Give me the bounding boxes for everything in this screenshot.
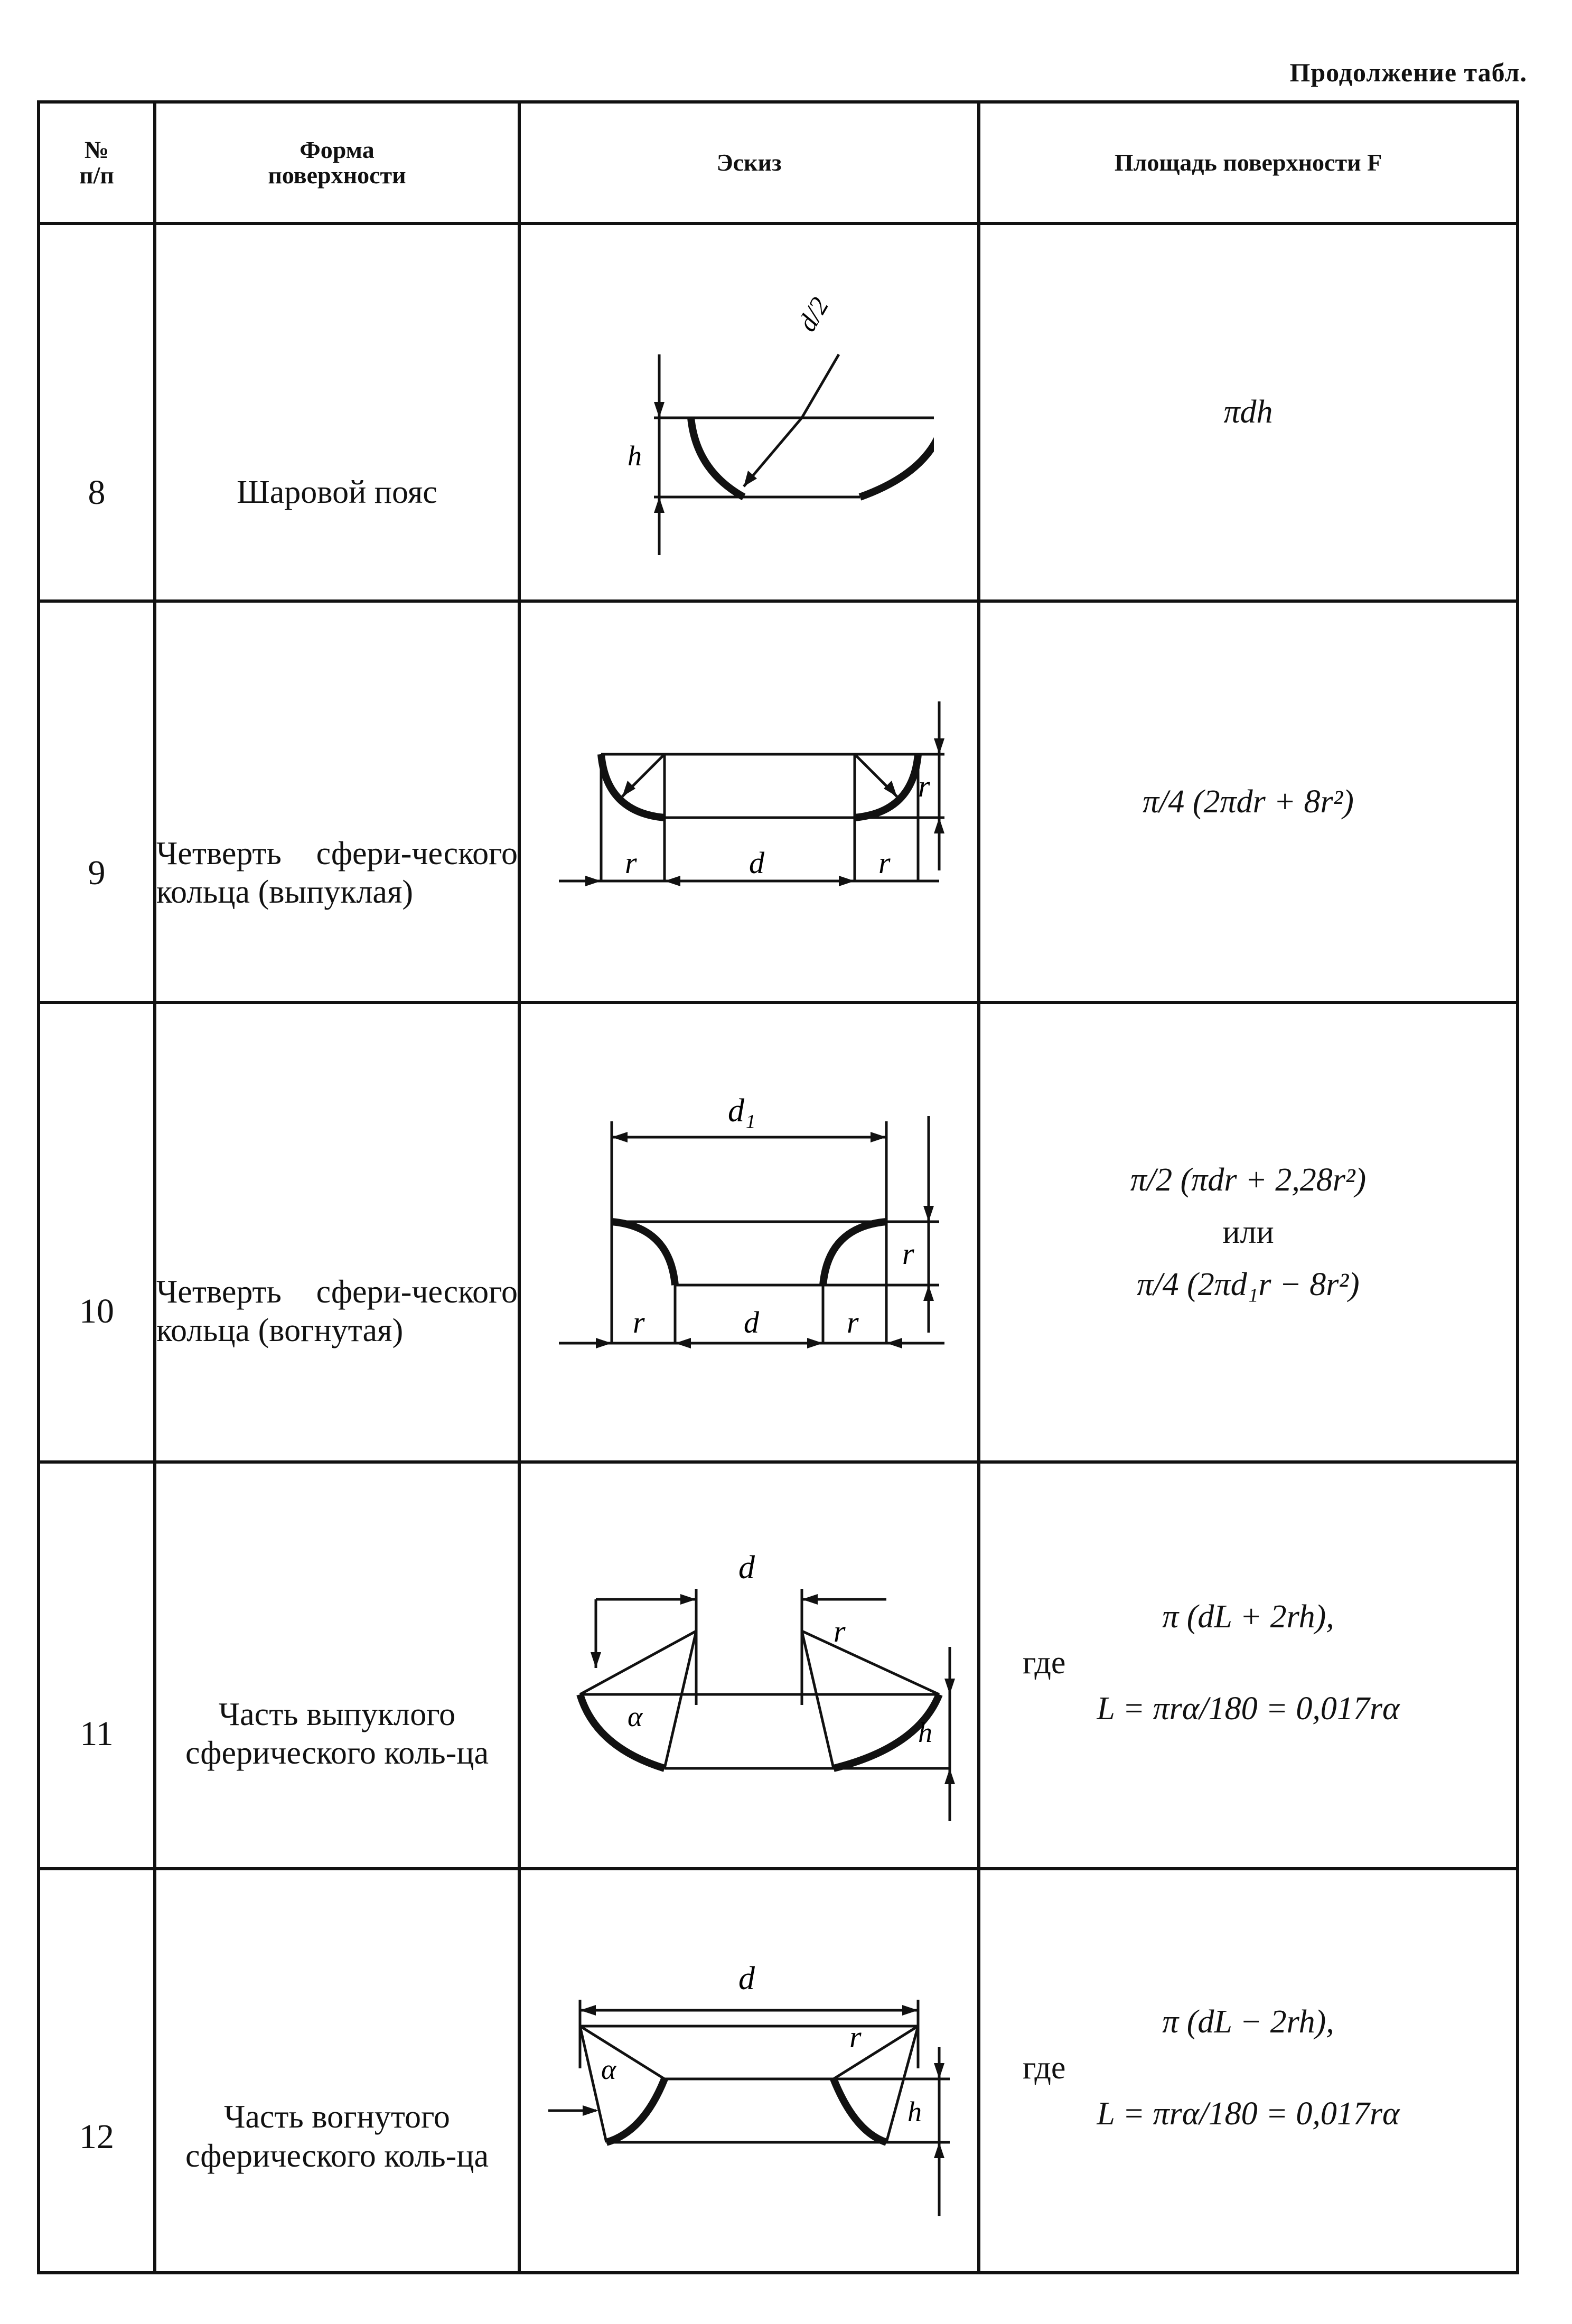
spherical-zone-diagram bbox=[564, 249, 934, 576]
area-formula-2: π/4 (2πd₁r − 8r²) bbox=[1137, 1266, 1360, 1302]
or-label: или bbox=[1222, 1214, 1274, 1250]
sketch-concave-ring-part bbox=[519, 1869, 979, 2273]
sketch-label-r: r bbox=[849, 2019, 862, 2054]
sketch-label-r: r bbox=[834, 1614, 846, 1648]
area-formula: π (dL − 2rh), bbox=[1162, 2004, 1334, 2040]
sketch-quarter-ring-convex bbox=[519, 601, 979, 1002]
surface-form: Шаровой пояс bbox=[155, 223, 519, 601]
arc-length-formula: L = πrα/180 = 0,017rα bbox=[1097, 2096, 1400, 2132]
sketch-label-d: d bbox=[744, 1305, 759, 1339]
area-formula: π/4 (2πdr + 8r²) bbox=[1143, 783, 1354, 820]
surface-area-table bbox=[37, 100, 1519, 2274]
table-row bbox=[39, 1869, 1518, 2273]
sketch-label-h: h bbox=[628, 439, 642, 472]
area-formula-cell bbox=[979, 601, 1518, 1002]
quarter-ring-concave-diagram bbox=[538, 1047, 960, 1417]
sketch-label-d: d bbox=[749, 846, 764, 880]
continuation-label: Продолжение табл. bbox=[1289, 58, 1527, 87]
sketch-label-alpha: α bbox=[628, 1701, 643, 1732]
surface-form: Четверть сфери-ческого кольца (выпуклая) bbox=[155, 601, 519, 1002]
sketch-quarter-ring-concave bbox=[519, 1002, 979, 1462]
sketch-convex-ring-part bbox=[519, 1462, 979, 1869]
row-number: 10 bbox=[39, 1002, 155, 1462]
where-label: где bbox=[1023, 1644, 1066, 1681]
area-formula: π (dL + 2rh), bbox=[1162, 1598, 1334, 1635]
sketch-label-r: r bbox=[878, 846, 891, 880]
sketch-label-d1: d₁ bbox=[728, 1093, 756, 1129]
area-formula-cell bbox=[979, 1462, 1518, 1869]
convex-ring-part-diagram bbox=[538, 1494, 960, 1837]
surface-form: Часть вогнутого сферического коль-ца bbox=[155, 1869, 519, 2273]
concave-ring-part-diagram bbox=[538, 1899, 960, 2243]
surface-form: Часть выпуклого сферического коль-ца bbox=[155, 1462, 519, 1869]
row-number: 8 bbox=[39, 223, 155, 601]
row-number: 11 bbox=[39, 1462, 155, 1869]
table-row bbox=[39, 223, 1518, 601]
sketch-label-h: h bbox=[918, 1717, 932, 1748]
table-row bbox=[39, 1462, 1518, 1869]
table-row bbox=[39, 601, 1518, 1002]
sketch-label-r: r bbox=[633, 1305, 645, 1339]
header-num: № п/п bbox=[39, 102, 155, 223]
area-formula: πdh bbox=[1223, 394, 1273, 430]
header-sketch: Эскиз bbox=[519, 102, 979, 223]
surface-form: Четверть сфери-ческого кольца (вогнутая) bbox=[155, 1002, 519, 1462]
row-number: 9 bbox=[39, 601, 155, 1002]
area-formula-cell bbox=[979, 1002, 1518, 1462]
area-formula-cell bbox=[979, 1869, 1518, 2273]
sketch-label-r: r bbox=[902, 1236, 914, 1271]
where-label: где bbox=[1023, 2050, 1066, 2086]
sketch-spherical-zone bbox=[519, 223, 979, 601]
table-header-row bbox=[39, 102, 1518, 223]
sketch-label-h: h bbox=[907, 2095, 922, 2128]
header-form: Форма поверхности bbox=[155, 102, 519, 223]
sketch-label-r: r bbox=[918, 769, 930, 803]
table-row bbox=[39, 1002, 1518, 1462]
sketch-label-d: d bbox=[738, 1960, 755, 1997]
sketch-label-alpha: α bbox=[601, 2053, 616, 2085]
sketch-label-r: r bbox=[847, 1305, 859, 1339]
sketch-label-d2: d/2 bbox=[792, 292, 835, 336]
sketch-label-d: d bbox=[738, 1550, 755, 1586]
header-area: Площадь поверхности F bbox=[979, 102, 1518, 223]
sketch-label-r: r bbox=[625, 846, 637, 880]
arc-length-formula: L = πrα/180 = 0,017rα bbox=[1097, 1690, 1400, 1727]
area-formula-cell bbox=[979, 223, 1518, 601]
row-number: 12 bbox=[39, 1869, 155, 2273]
area-formula-1: π/2 (πdr + 2,28r²) bbox=[1130, 1161, 1367, 1198]
quarter-ring-convex-diagram bbox=[538, 638, 960, 966]
